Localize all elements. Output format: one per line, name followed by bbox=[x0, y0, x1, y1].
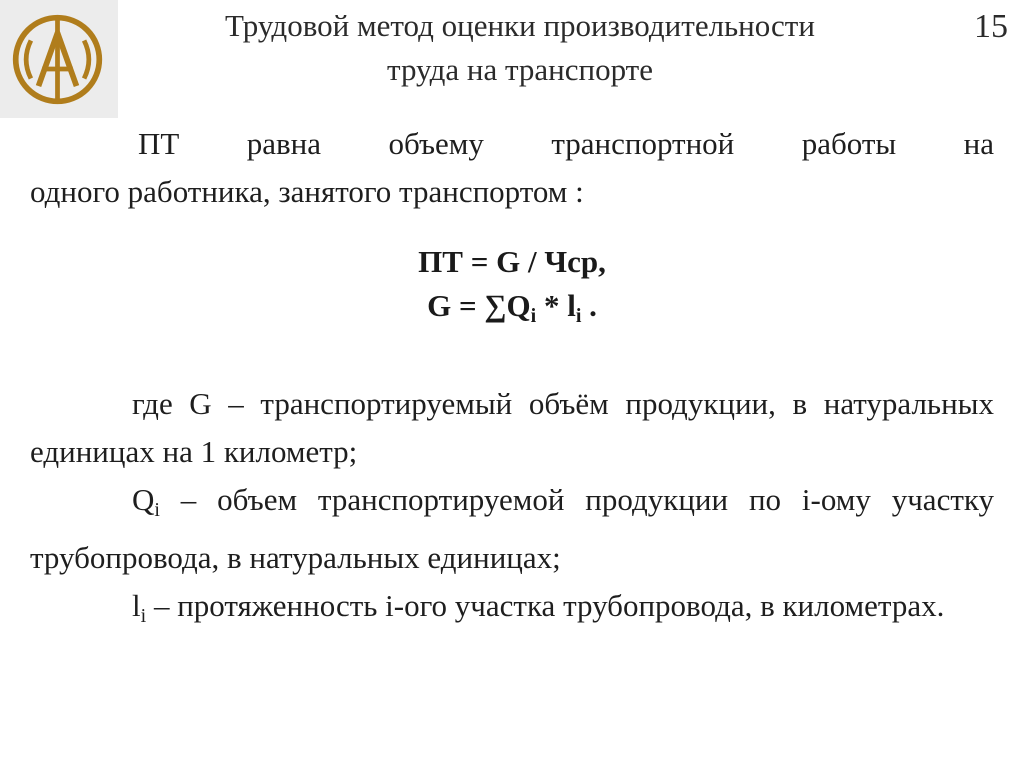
formula-volume-left: G = ∑Q bbox=[427, 288, 531, 323]
intro-line-2: одного работника, занятого транспортом : bbox=[30, 174, 584, 209]
title-line-1: Трудовой метод оценки производительности bbox=[225, 8, 815, 43]
formula-productivity: ПТ = G / Чср, bbox=[418, 244, 606, 279]
formula-volume bbox=[0, 284, 1024, 338]
page-title bbox=[140, 4, 900, 92]
q-subscript: i bbox=[154, 499, 160, 521]
formula-volume-end: . bbox=[581, 288, 597, 323]
title-line-2: труда на транспорте bbox=[387, 52, 653, 87]
definition-g: где G – транспортируемый объём продукции, в натуральных единицах на 1 километр; bbox=[30, 386, 994, 469]
q-text: – объем транспортируемой продукции по i-ому участку трубопровода, в натуральных единицах; bbox=[30, 482, 994, 575]
l-symbol: l bbox=[132, 588, 141, 623]
definition-q bbox=[30, 476, 994, 582]
l-text: – протяженность i-ого участка трубопровода, в километрах. bbox=[146, 588, 945, 623]
formula-volume-mid: * l bbox=[536, 288, 576, 323]
formula-sub-l: i bbox=[575, 305, 582, 327]
slide-number: 15 bbox=[974, 8, 1008, 45]
emblem-logo-icon bbox=[10, 12, 105, 107]
q-symbol: Q bbox=[132, 482, 155, 517]
intro-line-1: ПТ равна объему транспортной работы на bbox=[138, 126, 994, 161]
formula-block bbox=[0, 240, 1024, 338]
definitions bbox=[30, 380, 994, 640]
intro-paragraph bbox=[30, 120, 994, 216]
formula-sub-q: i bbox=[530, 305, 537, 327]
logo bbox=[0, 0, 118, 118]
l-subscript: i bbox=[140, 605, 147, 627]
definition-l bbox=[30, 582, 994, 640]
